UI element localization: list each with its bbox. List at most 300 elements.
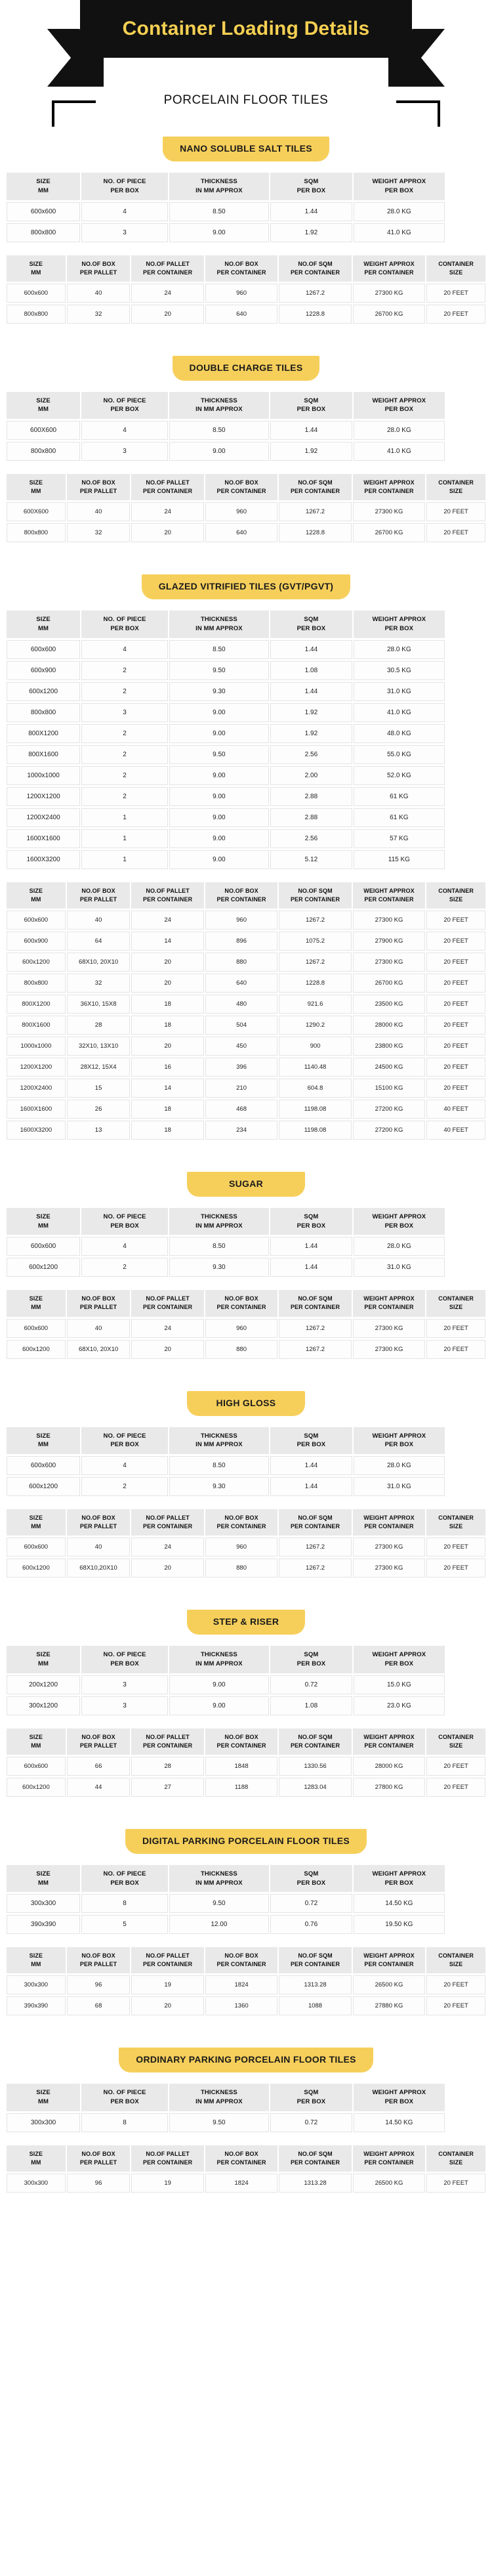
col-pallet-per-container: NO.OF PALLET PER CONTAINER [131,2145,203,2172]
col-box-per-container: NO.OF BOX PER CONTAINER [205,1509,277,1535]
table-cell: 600x1200 [7,1340,66,1359]
table-cell: 2.56 [270,745,352,764]
table-cell: 68 [67,1996,131,2015]
table-cell: 8.50 [169,640,269,659]
col-pallet-per-container: NO.OF PALLET PER CONTAINER [131,255,203,282]
table-row [7,1237,445,1256]
table-cell: 1313.28 [279,2174,351,2193]
col-sqm-per-container: NO.OF SQM PER CONTAINER [279,1728,351,1755]
table-cell: 40 [67,1537,131,1556]
col-box-per-pallet: NO.OF BOX PER PALLET [67,1947,131,1973]
table-cell: 0.76 [270,1915,352,1934]
table-row [7,2174,485,2193]
table-cell: 20 [131,1340,203,1359]
table-cell: 20 FEET [426,1778,485,1797]
table-cell: 15 [67,1079,131,1098]
per-box-table-body [7,1675,445,1715]
table-cell: 1.92 [270,703,352,722]
section-title-row [0,137,492,161]
table-cell: 1267.2 [279,1319,351,1338]
table-cell: 1000x1000 [7,1037,66,1056]
table-cell: 800x800 [7,223,80,242]
col-container-size: CONTAINER SIZE [426,255,485,282]
col-weight-per-container: WEIGHT APPROX PER CONTAINER [353,882,425,909]
per-box-table-wrap [0,1206,492,1279]
table-cell: 48.0 KG [354,724,445,743]
table-cell: 1360 [205,1996,277,2015]
table-cell: 28000 KG [353,1757,425,1776]
table-cell: 600x600 [7,1319,66,1338]
table-cell: 20 FEET [426,1537,485,1556]
table-cell: 1267.2 [279,953,351,972]
table-cell: 20 [131,1037,203,1056]
per-container-table [5,880,487,1142]
table-cell: 9.30 [169,1477,269,1496]
col-pallet-per-container: NO.OF PALLET PER CONTAINER [131,474,203,500]
table-cell: 960 [205,284,277,303]
table-cell: 1267.2 [279,502,351,521]
per-container-table-head [7,255,485,282]
table-row [7,911,485,930]
table-cell: 40 FEET [426,1100,485,1119]
table-cell: 28X12, 15X4 [67,1058,131,1077]
table-cell: 36X10, 15X8 [67,995,131,1014]
col-container-size: CONTAINER SIZE [426,1947,485,1973]
col-thickness: THICKNESS IN MM APPROX [169,1646,269,1673]
col-box-per-container: NO.OF BOX PER CONTAINER [205,882,277,909]
table-cell: 800X1200 [7,724,80,743]
table-row [7,1079,485,1098]
col-size: SIZE MM [7,1865,80,1893]
table-cell: 20 FEET [426,1340,485,1359]
table-cell: 41.0 KG [354,223,445,242]
table-header-row [7,173,445,200]
table-cell: 27880 KG [353,1996,425,2015]
table-cell: 27300 KG [353,1319,425,1338]
col-box-per-container: NO.OF BOX PER CONTAINER [205,2145,277,2172]
col-size: SIZE MM [7,2084,80,2111]
table-cell: 19.50 KG [354,1915,445,1934]
table-cell: 600x600 [7,284,66,303]
table-cell: 27300 KG [353,502,425,521]
table-cell: 900 [279,1037,351,1056]
per-box-table-head [7,392,445,419]
table-header-row [7,1646,445,1673]
table-row [7,1340,485,1359]
table-cell: 880 [205,1558,277,1578]
table-cell: 504 [205,1016,277,1035]
table-cell: 14.50 KG [354,1894,445,1913]
table-cell: 19 [131,1975,203,1994]
table-cell: 20 FEET [426,1975,485,1994]
table-cell: 23.0 KG [354,1696,445,1715]
per-container-table-head [7,882,485,909]
table-cell: 2.00 [270,766,352,785]
table-row [7,1477,445,1496]
table-cell: 1600X1600 [7,829,80,848]
table-cell: 4 [81,421,168,440]
ribbon-body [80,0,412,58]
table-cell: 9.50 [169,2113,269,2132]
table-cell: 9.50 [169,1894,269,1913]
table-header-row [7,1208,445,1235]
section-title-pill[interactable]: ORDINARY PARKING PORCELAIN FLOOR TILES [119,2048,373,2072]
table-cell: 1198.08 [279,1121,351,1140]
table-cell: 1.92 [270,724,352,743]
per-container-table-wrap [0,1945,492,2017]
per-container-table-wrap [0,253,492,326]
table-cell: 800X1600 [7,745,80,764]
section-title-pill[interactable]: DOUBLE CHARGE TILES [173,356,320,381]
col-weight-per-box: WEIGHT APPROX PER BOX [354,2084,445,2111]
table-cell: 15100 KG [353,1079,425,1098]
table-cell: 28.0 KG [354,1456,445,1475]
table-cell: 28.0 KG [354,640,445,659]
table-cell: 41.0 KG [354,442,445,461]
per-box-table-body [7,2113,445,2132]
table-cell: 210 [205,1079,277,1098]
col-size: SIZE MM [7,1728,66,1755]
section-title-pill[interactable]: STEP & RISER [187,1610,305,1635]
col-size: SIZE MM [7,1208,80,1235]
table-cell: 27900 KG [353,932,425,951]
table-cell: 1075.2 [279,932,351,951]
category-heading [49,93,443,133]
table-cell: 468 [205,1100,277,1119]
col-sqm-per-box: SQM PER BOX [270,1208,352,1235]
table-cell: 28 [131,1757,203,1776]
table-cell: 1600X3200 [7,850,80,869]
table-cell: 27300 KG [353,284,425,303]
col-pallet-per-container: NO.OF PALLET PER CONTAINER [131,1509,203,1535]
table-header-row [7,1509,485,1535]
table-cell: 880 [205,1340,277,1359]
table-cell: 1200X1200 [7,1058,66,1077]
table-cell: 1 [81,808,168,827]
table-cell: 1 [81,850,168,869]
table-cell: 1824 [205,2174,277,2193]
table-cell: 20 [131,974,203,993]
table-cell: 1200X1200 [7,787,80,806]
section-spacer [0,1151,492,1168]
col-sqm-per-box: SQM PER BOX [270,1646,352,1673]
col-weight-per-box: WEIGHT APPROX PER BOX [354,392,445,419]
per-container-table-body [7,1975,485,2015]
table-row [7,223,445,242]
per-container-table-body [7,2174,485,2193]
table-row [7,284,485,303]
table-cell: 8 [81,1894,168,1913]
col-sqm-per-container: NO.OF SQM PER CONTAINER [279,1947,351,1973]
col-container-size: CONTAINER SIZE [426,474,485,500]
table-cell: 32X10, 13X10 [67,1037,131,1056]
table-cell: 44 [67,1778,131,1797]
per-container-table-wrap [0,880,492,1142]
table-cell: 2 [81,1477,168,1496]
table-cell: 27200 KG [353,1100,425,1119]
table-cell: 40 [67,284,131,303]
table-cell: 27300 KG [353,1340,425,1359]
table-cell: 0.72 [270,1894,352,1913]
table-row [7,1975,485,1994]
section-title-pill[interactable]: SUGAR [187,1172,305,1197]
table-cell: 600x600 [7,1537,66,1556]
per-box-table-wrap [0,171,492,244]
col-sqm-per-box: SQM PER BOX [270,173,352,200]
col-weight-per-container: WEIGHT APPROX PER CONTAINER [353,474,425,500]
table-row [7,766,445,785]
table-cell: 300x300 [7,2174,66,2193]
table-cell: 20 FEET [426,1037,485,1056]
table-cell: 960 [205,1319,277,1338]
table-cell: 28.0 KG [354,202,445,221]
table-cell: 1.44 [270,682,352,701]
table-row [7,1757,485,1776]
table-header-row [7,1865,445,1893]
table-row [7,808,445,827]
table-cell: 604.8 [279,1079,351,1098]
table-cell: 20 FEET [426,1079,485,1098]
table-cell: 40 FEET [426,1121,485,1140]
table-cell: 61 KG [354,808,445,827]
table-cell: 27 [131,1778,203,1797]
per-container-table-wrap [0,1288,492,1360]
table-cell: 4 [81,640,168,659]
table-row [7,1537,485,1556]
table-cell: 20 FEET [426,995,485,1014]
col-size: SIZE MM [7,611,80,638]
table-cell: 18 [131,1121,203,1140]
table-cell: 480 [205,995,277,1014]
table-cell: 1.92 [270,442,352,461]
table-cell: 40 [67,911,131,930]
col-size: SIZE MM [7,1290,66,1316]
section-title-pill[interactable]: DIGITAL PARKING PORCELAIN FLOOR TILES [125,1829,367,1854]
table-cell: 20 FEET [426,1757,485,1776]
per-container-table-head [7,474,485,500]
table-cell: 20 [131,1996,203,2015]
table-cell: 1.44 [270,1477,352,1496]
table-cell: 28000 KG [353,1016,425,1035]
col-weight-per-box: WEIGHT APPROX PER BOX [354,1208,445,1235]
table-cell: 96 [67,2174,131,2193]
table-cell: 68X10, 20X10 [67,953,131,972]
col-pieces-per-box: NO. OF PIECE PER BOX [81,2084,168,2111]
table-cell: 55.0 KG [354,745,445,764]
col-weight-per-container: WEIGHT APPROX PER CONTAINER [353,1509,425,1535]
per-box-table-body [7,1237,445,1277]
table-cell: 52.0 KG [354,766,445,785]
section-title-row [0,1172,492,1197]
table-cell: 26700 KG [353,523,425,542]
table-cell: 27300 KG [353,1558,425,1578]
table-cell: 9.00 [169,223,269,242]
per-box-table-head [7,2084,445,2111]
per-container-table [5,1507,487,1579]
table-cell: 14 [131,1079,203,1098]
table-cell: 200x1200 [7,1675,80,1694]
table-cell: 27200 KG [353,1121,425,1140]
table-cell: 1267.2 [279,911,351,930]
table-cell: 1267.2 [279,1537,351,1556]
table-cell: 9.00 [169,1675,269,1694]
col-sqm-per-box: SQM PER BOX [270,1865,352,1893]
table-cell: 960 [205,1537,277,1556]
per-box-table-body [7,1456,445,1496]
col-weight-per-box: WEIGHT APPROX PER BOX [354,173,445,200]
section-title-pill[interactable]: NANO SOLUBLE SALT TILES [163,137,329,161]
table-row [7,1100,485,1119]
table-cell: 600x1200 [7,1778,66,1797]
table-cell: 1267.2 [279,284,351,303]
table-row [7,850,445,869]
col-sqm-per-container: NO.OF SQM PER CONTAINER [279,1509,351,1535]
table-row [7,1058,485,1077]
table-cell: 26 [67,1100,131,1119]
table-cell: 1.08 [270,661,352,680]
col-sqm-per-box: SQM PER BOX [270,2084,352,2111]
table-cell: 1848 [205,1757,277,1776]
col-sqm-per-box: SQM PER BOX [270,611,352,638]
table-cell: 600x600 [7,911,66,930]
table-cell: 600x1200 [7,1558,66,1578]
table-row [7,1778,485,1797]
table-cell: 1.44 [270,1237,352,1256]
col-container-size: CONTAINER SIZE [426,2145,485,2172]
section-title-pill[interactable]: GLAZED VITRIFIED TILES (GVT/PGVT) [142,574,351,599]
per-box-table-head [7,611,445,638]
table-cell: 20 FEET [426,523,485,542]
per-box-table [5,609,446,871]
col-thickness: THICKNESS IN MM APPROX [169,173,269,200]
category-heading-label: PORCELAIN FLOOR TILES [163,93,329,107]
col-pallet-per-container: NO.OF PALLET PER CONTAINER [131,1728,203,1755]
table-cell: 24 [131,1319,203,1338]
table-cell: 1267.2 [279,1340,351,1359]
table-cell: 1824 [205,1975,277,1994]
table-cell: 26700 KG [353,974,425,993]
table-cell: 300x300 [7,1975,66,1994]
table-cell: 2 [81,766,168,785]
table-row [7,703,445,722]
per-container-table-head [7,1728,485,1755]
table-cell: 57 KG [354,829,445,848]
table-row [7,2113,445,2132]
table-cell: 800X1600 [7,1016,66,1035]
col-box-per-pallet: NO.OF BOX PER PALLET [67,882,131,909]
table-cell: 20 FEET [426,1016,485,1035]
per-box-table [5,1863,446,1937]
table-cell: 8.50 [169,1456,269,1475]
col-weight-per-box: WEIGHT APPROX PER BOX [354,1865,445,1893]
col-sqm-per-container: NO.OF SQM PER CONTAINER [279,255,351,282]
per-box-table-head [7,1865,445,1893]
table-cell: 9.00 [169,829,269,848]
table-cell: 600x600 [7,202,80,221]
table-row [7,829,445,848]
table-row [7,1894,445,1913]
table-cell: 1313.28 [279,1975,351,1994]
page-title: Container Loading Details [122,18,370,39]
table-cell: 20 FEET [426,1058,485,1077]
table-row [7,305,485,324]
table-row [7,202,445,221]
table-header-row [7,611,445,638]
section-nano-soluble-salt-tiles [0,137,492,326]
table-cell: 1330.56 [279,1757,351,1776]
per-container-table-wrap [0,472,492,544]
section-spacer [0,2027,492,2044]
table-cell: 9.30 [169,682,269,701]
table-row [7,1456,445,1475]
section-title-pill[interactable]: HIGH GLOSS [187,1391,305,1416]
table-cell: 13 [67,1121,131,1140]
table-row [7,974,485,993]
table-cell: 1188 [205,1778,277,1797]
col-box-per-pallet: NO.OF BOX PER PALLET [67,474,131,500]
col-box-per-pallet: NO.OF BOX PER PALLET [67,2145,131,2172]
table-cell: 40 [67,1319,131,1338]
table-cell: 300x1200 [7,1696,80,1715]
col-sqm-per-container: NO.OF SQM PER CONTAINER [279,2145,351,2172]
per-box-table-body [7,421,445,461]
table-row [7,1915,445,1934]
col-thickness: THICKNESS IN MM APPROX [169,392,269,419]
per-box-table-body [7,1894,445,1934]
table-cell: 20 FEET [426,953,485,972]
section-title-row [0,1391,492,1416]
table-cell: 15.0 KG [354,1675,445,1694]
table-cell: 600x600 [7,1456,80,1475]
table-cell: 0.72 [270,1675,352,1694]
per-container-table-body [7,1319,485,1359]
per-box-table-wrap [0,2082,492,2134]
table-cell: 390x390 [7,1915,80,1934]
table-cell: 1.44 [270,1258,352,1277]
table-cell: 8.50 [169,202,269,221]
table-cell: 1600X3200 [7,1121,66,1140]
table-cell: 1600X1600 [7,1100,66,1119]
per-container-table-body [7,284,485,324]
table-header-row [7,1728,485,1755]
table-cell: 19 [131,2174,203,2193]
table-row [7,1319,485,1338]
table-row [7,995,485,1014]
table-cell: 16 [131,1058,203,1077]
col-weight-per-container: WEIGHT APPROX PER CONTAINER [353,2145,425,2172]
table-cell: 23500 KG [353,995,425,1014]
col-thickness: THICKNESS IN MM APPROX [169,1427,269,1455]
table-row [7,1558,485,1578]
col-box-per-pallet: NO.OF BOX PER PALLET [67,1509,131,1535]
table-row [7,661,445,680]
table-cell: 1198.08 [279,1100,351,1119]
col-weight-per-container: WEIGHT APPROX PER CONTAINER [353,255,425,282]
per-container-table [5,1288,487,1360]
table-cell: 1228.8 [279,974,351,993]
table-cell: 300x300 [7,2113,80,2132]
col-thickness: THICKNESS IN MM APPROX [169,1865,269,1893]
table-header-row [7,474,485,500]
table-cell: 27300 KG [353,911,425,930]
table-row [7,724,445,743]
per-container-table-body [7,1757,485,1797]
per-box-table [5,1644,446,1717]
table-row [7,442,445,461]
col-box-per-container: NO.OF BOX PER CONTAINER [205,1728,277,1755]
table-cell: 9.50 [169,661,269,680]
table-cell: 9.00 [169,850,269,869]
